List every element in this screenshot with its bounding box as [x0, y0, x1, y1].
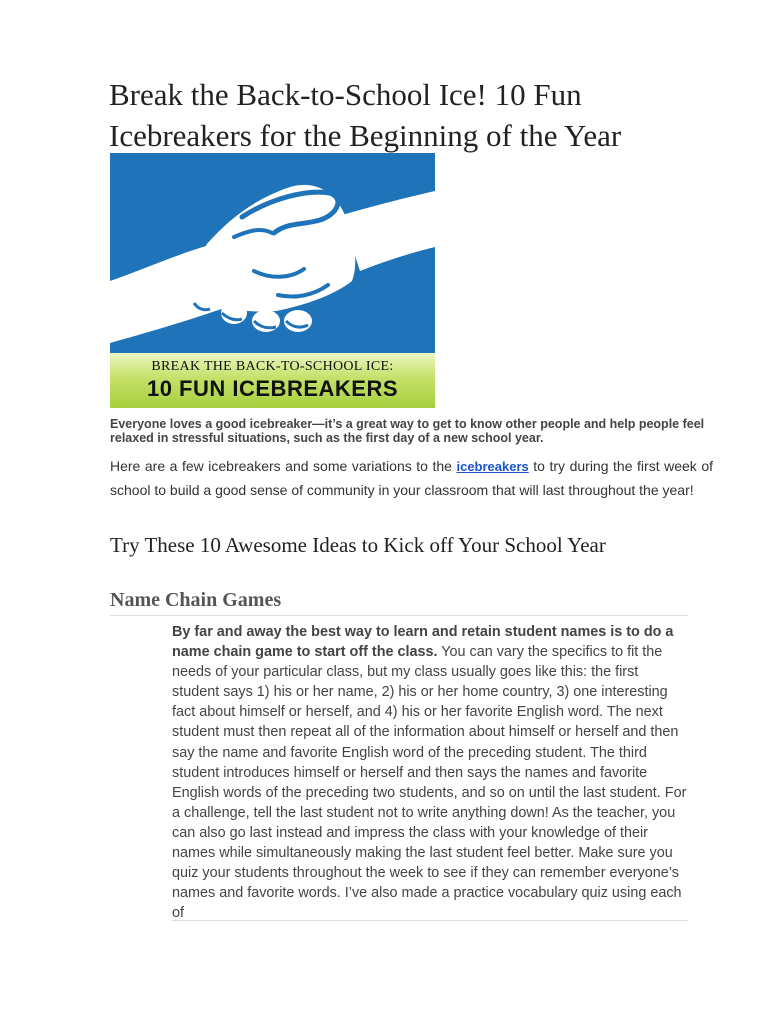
- hero-banner: [110, 353, 435, 408]
- icebreakers-link[interactable]: icebreakers: [456, 459, 529, 474]
- intro-paragraph: [110, 455, 713, 501]
- name-chain-bold-text: By far and away the best way to learn and retain student names is to do a name chain game to start off the class.: [172, 624, 674, 661]
- lead-paragraph: Everyone loves a good icebreaker—it’s a great way to get to know other people and help people feel relaxed in stressful situations, such as the first day of a new school year.: [110, 417, 705, 445]
- handshake-icon: [110, 153, 435, 353]
- subsection-heading: Name Chain Games: [110, 589, 688, 616]
- intro-text-after: to try during the first week of school to build a good sense of community in your classroom that will last throughout the year!: [110, 458, 714, 498]
- hero-image: [110, 153, 435, 408]
- name-chain-text: You can vary the specifics to fit the needs of your particular class, but my class usually goes like this: the first student says 1) his or her name, 2) his or her home country, 3) one interesting fact about himself or herself, and 4) his or her favorite English word. The next student must then repeat all of the information about himself or herself and then say the name and favorite English word of the preceding student. The third student introduces himself or herself and then says the names and favorite English words of the preceding two students, and so on until the last student. For a challenge, tell the last student not to write anything down! As the teacher, you can also go last instead and impress the class with your knowledge of their names while simultaneously making the last student feel better. Make sure you quiz your students throughout the week to see if they can remember everyone’s names and favorite words. I’ve also made a practice vocabulary quiz using each of: [172, 644, 687, 921]
- hero-subtitle: BREAK THE BACK-TO-SCHOOL ICE:: [151, 359, 394, 374]
- article-title: Break the Back-to-School Ice! 10 Fun Icebreakers for the Beginning of the Year: [109, 77, 622, 153]
- section-heading: Try These 10 Awesome Ideas to Kick off Your School Year: [110, 533, 606, 557]
- intro-text-before: Here are a few icebreakers and some variations to the: [110, 458, 457, 474]
- name-chain-paragraph: [172, 622, 688, 921]
- hero-headline: 10 FUN ICEBREAKERS: [146, 376, 399, 401]
